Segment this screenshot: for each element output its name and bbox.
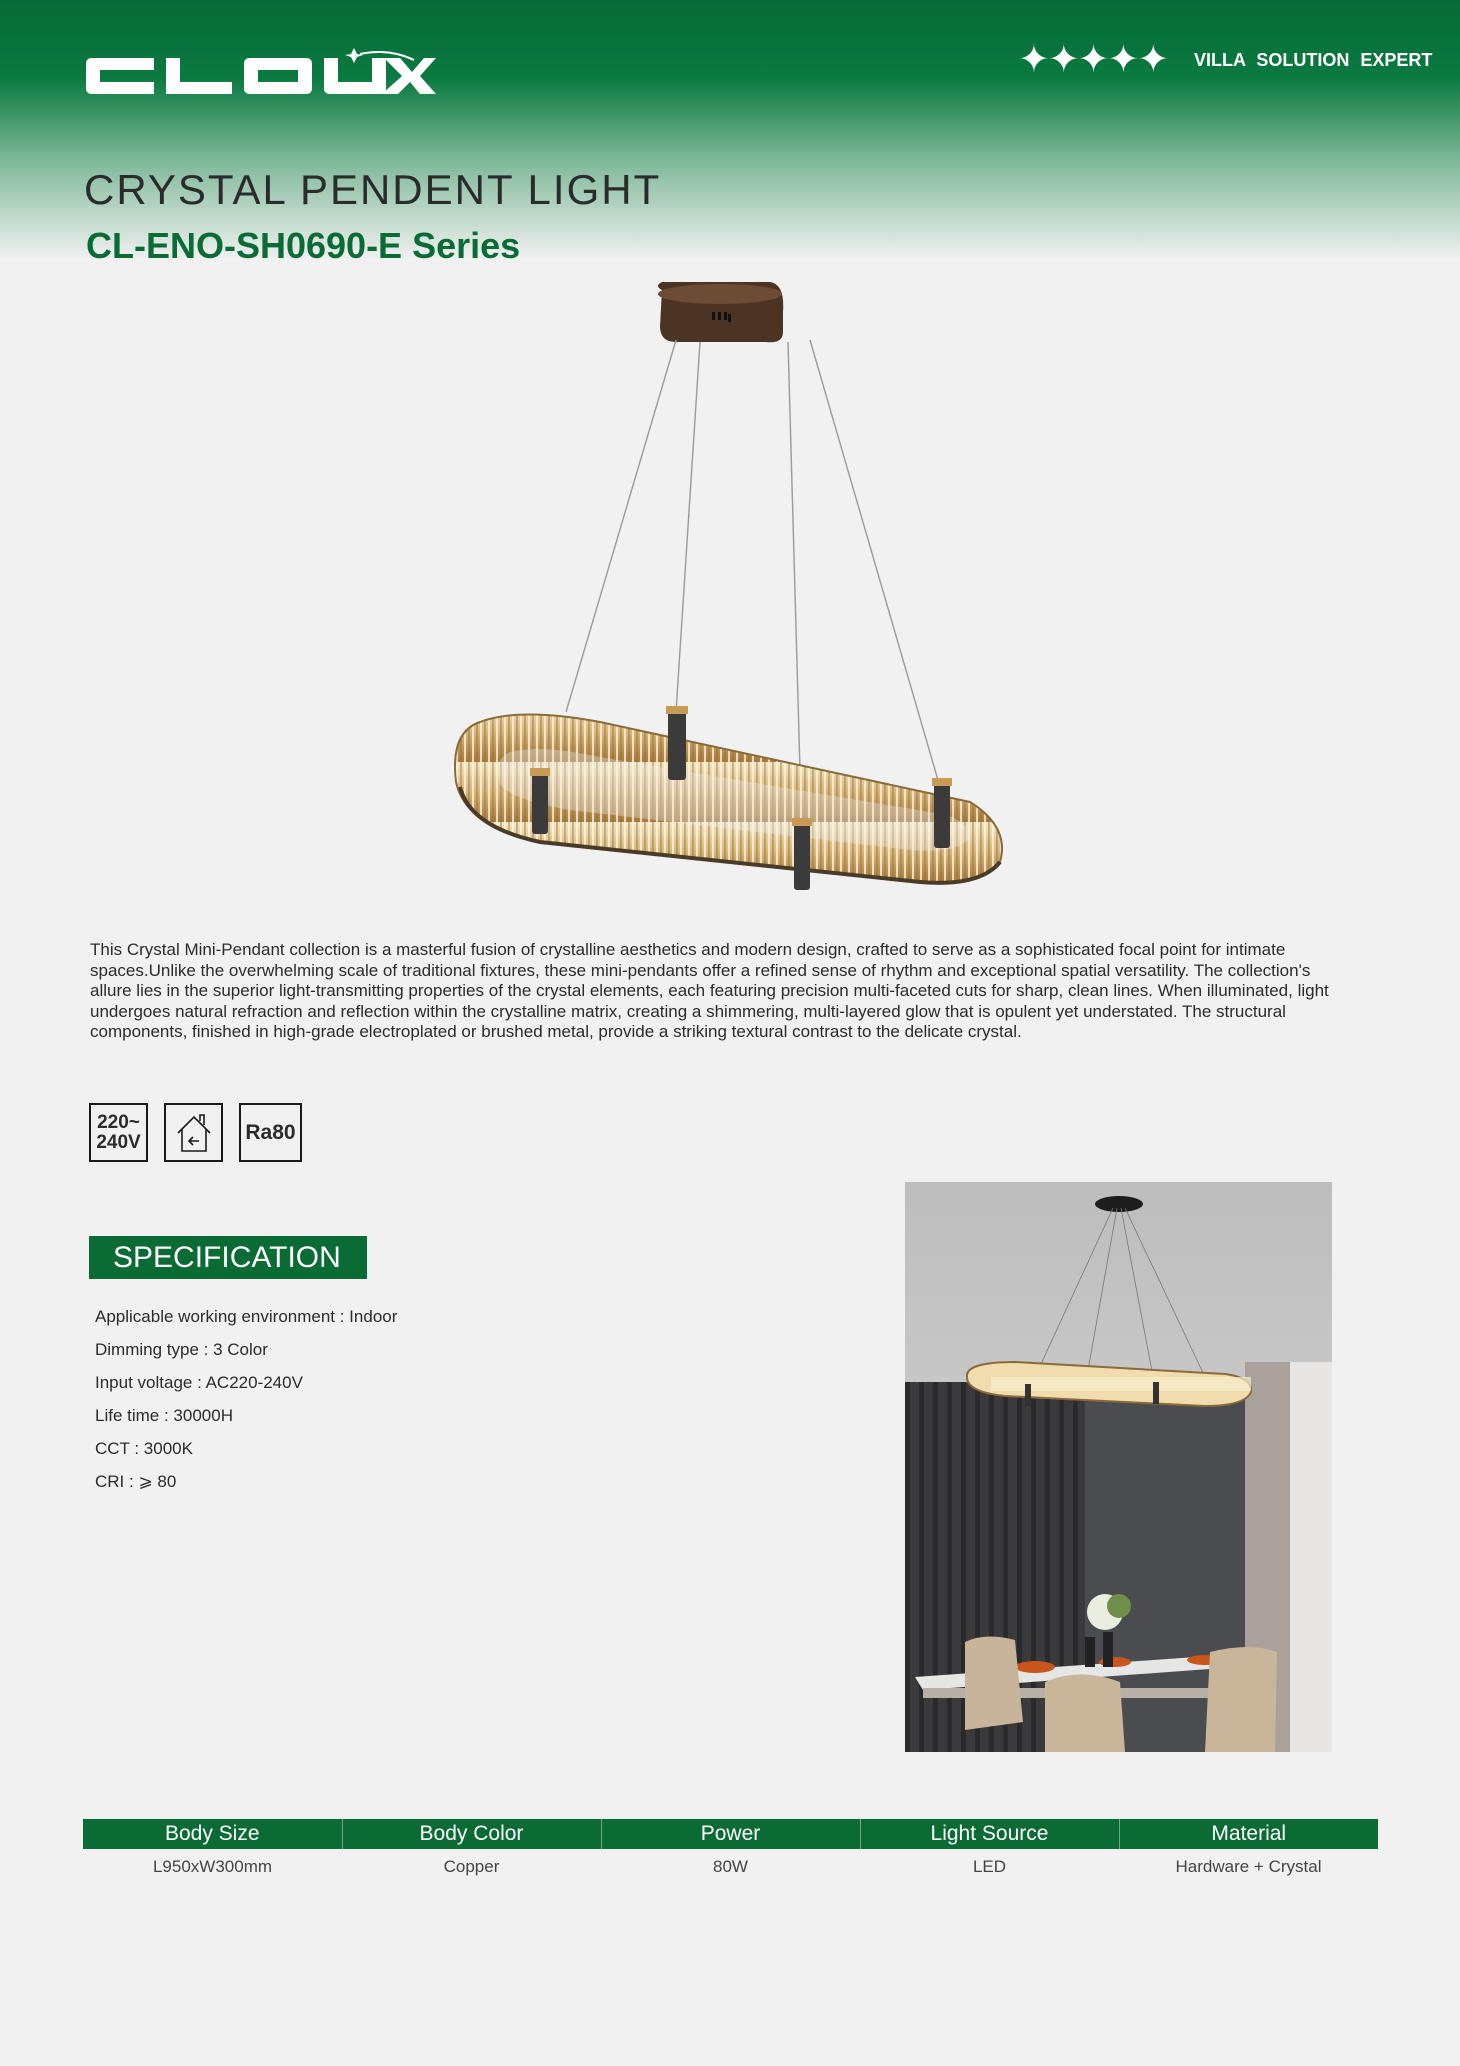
spec-item-cri: CRI : ⩾ 80 [95, 1472, 177, 1491]
cell-power: 80W [713, 1857, 748, 1876]
product-title: CRYSTAL PENDENT LIGHT [84, 166, 662, 213]
table-row [83, 1849, 1378, 1885]
col-header-material: Material [1119, 1819, 1378, 1849]
spec-item-environment: Applicable working environment : Indoor [95, 1307, 398, 1326]
product-description: This Crystal Mini-Pendant collection is a masterful fusion of crystalline aesthetics and modern design, crafted to serve as a sophisticated focal point for intimate spaces.Unlike the overwhelming scale of traditional fixtures, these mini-pendants offer a refined sense of rhythm and exceptional spatial versatility. The collection's allure lies in the superior light-transmitting properties of the crystal elements, each featuring precision multi-faceted cuts for sharp, clean lines. When illuminated, light undergoes natural refraction and reflection within the crystalline matrix, creating a shimmering, multi-layered glow that is opulent yet understated. The structural components, finished in high-grade electroplated or brushed metal, provide a striking textural contrast to the delicate crystal. [90, 940, 1329, 1042]
voltage-badge-line1: 220~ [97, 1111, 140, 1133]
room-scene-photo [905, 1182, 1332, 1752]
pendant-light-image [440, 282, 1020, 902]
col-header-body-color: Body Color [342, 1819, 601, 1849]
brand-tagline: VILLA SOLUTION EXPERT [1194, 50, 1433, 70]
cloux-logo [84, 44, 436, 104]
cell-body-color: Copper [443, 1857, 500, 1876]
cell-light-source: LED [972, 1857, 1007, 1876]
spec-item-voltage: Input voltage : AC220-240V [95, 1373, 303, 1392]
voltage-badge [89, 1103, 148, 1162]
specification-list [95, 1300, 397, 1498]
col-header-body-size: Body Size [83, 1819, 342, 1849]
specification-heading: SPECIFICATION [89, 1236, 367, 1279]
spec-table-header-row [83, 1819, 1378, 1849]
spec-item-lifetime: Life time : 30000H [95, 1406, 233, 1425]
cell-body-size: L950xW300mm [152, 1857, 273, 1876]
indoor-house-icon [164, 1103, 223, 1162]
header-band [0, 0, 1460, 260]
spec-item-cct: CCT : 3000K [95, 1439, 193, 1458]
spec-summary-table [83, 1819, 1378, 1885]
product-series: CL-ENO-SH0690-E Series [86, 225, 521, 266]
rating-stars-icon: ✦✦✦✦✦ [1018, 39, 1168, 81]
col-header-power: Power [601, 1819, 860, 1849]
col-header-light-source: Light Source [860, 1819, 1119, 1849]
voltage-badge-line2: 240V [96, 1131, 141, 1153]
spec-item-dimming: Dimming type : 3 Color [95, 1340, 268, 1359]
cell-material: Hardware + Crystal [1175, 1857, 1322, 1876]
cri-badge: Ra80 [239, 1103, 302, 1162]
